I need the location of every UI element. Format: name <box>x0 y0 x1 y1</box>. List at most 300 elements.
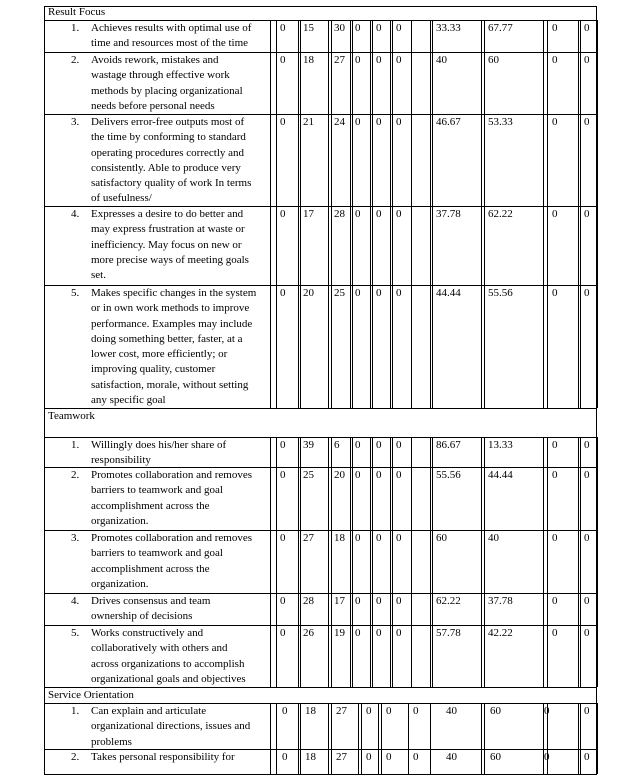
description-line: Can explain and articulate <box>91 705 207 717</box>
column-rule <box>392 437 393 467</box>
item-number: 1. <box>71 22 80 34</box>
value-cell: 13.33 <box>488 439 513 451</box>
column-rule <box>378 749 379 774</box>
value-cell: 0 <box>396 439 402 451</box>
value-cell: 0 <box>584 208 590 220</box>
description-line: more precise ways of meeting goals <box>91 253 249 266</box>
column-rule <box>430 749 431 774</box>
column-rule <box>392 285 393 408</box>
column-rule <box>547 114 548 206</box>
column-rule <box>411 530 412 593</box>
value-cell: 0 <box>355 627 361 639</box>
column-rule <box>580 285 581 408</box>
description-line: inefficiency. May focus on new or <box>91 238 242 251</box>
description-line: across organizations to accomplish <box>91 657 245 670</box>
description-line: Promotes collaboration and removes <box>91 469 252 481</box>
value-cell: 20 <box>334 469 345 481</box>
column-rule <box>350 625 351 687</box>
value-cell: 60 <box>436 532 447 544</box>
column-rule <box>430 206 431 285</box>
value-cell: 0 <box>544 705 550 717</box>
column-rule <box>432 20 433 52</box>
column-rule <box>350 52 351 114</box>
value-cell: 0 <box>544 751 550 763</box>
column-rule <box>411 437 412 467</box>
column-rule <box>543 206 544 285</box>
description-line: Drives consensus and team <box>91 595 211 607</box>
column-rule <box>481 437 482 467</box>
column-rule <box>481 206 482 285</box>
item-description <box>91 704 268 750</box>
column-rule <box>298 749 299 774</box>
column-rule <box>390 20 391 52</box>
column-rule <box>547 206 548 285</box>
column-rule <box>372 20 373 52</box>
column-rule <box>298 52 299 114</box>
item-number: 2. <box>71 469 80 481</box>
column-rule <box>578 625 579 687</box>
column-rule <box>580 749 581 774</box>
column-rule <box>276 114 277 206</box>
column-rule <box>270 114 271 206</box>
column-rule <box>543 530 544 593</box>
value-cell: 0 <box>552 627 558 639</box>
column-rule <box>392 52 393 114</box>
column-rule <box>276 285 277 408</box>
value-cell: 0 <box>396 22 402 34</box>
column-rule <box>352 437 353 467</box>
description-line: satisfaction, morale, without setting <box>91 378 249 391</box>
description-line: performance. Examples may include <box>91 317 253 330</box>
item-description <box>91 468 268 529</box>
description-line: organization. <box>91 577 149 590</box>
value-cell: 27 <box>336 705 347 717</box>
column-rule <box>370 593 371 625</box>
column-rule <box>484 437 485 467</box>
column-rule <box>580 114 581 206</box>
column-rule <box>580 20 581 52</box>
description-line: Willingly does his/her share of <box>91 439 227 451</box>
value-cell: 0 <box>552 54 558 66</box>
column-rule <box>392 206 393 285</box>
column-rule <box>392 625 393 687</box>
value-cell: 42.22 <box>488 627 513 639</box>
column-rule <box>432 437 433 467</box>
column-rule <box>300 20 301 52</box>
column-rule <box>276 749 277 774</box>
description-line: operating procedures correctly and <box>91 146 245 159</box>
column-rule <box>331 114 332 206</box>
value-cell: 0 <box>396 116 402 128</box>
column-rule <box>300 749 301 774</box>
column-rule <box>298 593 299 625</box>
column-rule <box>543 437 544 467</box>
column-rule <box>350 114 351 206</box>
value-cell: 0 <box>280 287 286 299</box>
value-cell: 60 <box>490 705 501 717</box>
column-rule <box>352 285 353 408</box>
value-cell: 24 <box>334 116 345 128</box>
value-cell: 0 <box>280 22 286 34</box>
column-rule <box>597 114 598 206</box>
column-rule <box>300 114 301 206</box>
table-rule <box>44 6 597 7</box>
column-rule <box>481 530 482 593</box>
value-cell: 18 <box>305 751 316 763</box>
column-rule <box>430 530 431 593</box>
value-cell: 67.77 <box>488 22 513 34</box>
value-cell: 17 <box>334 595 345 607</box>
column-rule <box>300 593 301 625</box>
value-cell: 0 <box>366 705 372 717</box>
description-line: any specific goal <box>91 394 166 407</box>
column-rule <box>352 206 353 285</box>
column-rule <box>300 52 301 114</box>
value-cell: 0 <box>584 54 590 66</box>
section-heading: Service Orientation <box>48 689 134 701</box>
column-rule <box>392 467 393 530</box>
value-cell: 0 <box>552 532 558 544</box>
column-rule <box>331 206 332 285</box>
column-rule <box>597 530 598 593</box>
value-cell: 60 <box>490 751 501 763</box>
description-line: barriers to teamwork and goal <box>91 484 223 497</box>
column-rule <box>484 530 485 593</box>
value-cell: 0 <box>552 595 558 607</box>
column-rule <box>547 593 548 625</box>
description-line: Delivers error-free outputs most of <box>91 116 245 128</box>
value-cell: 46.67 <box>436 116 461 128</box>
column-rule <box>300 285 301 408</box>
value-cell: 25 <box>334 287 345 299</box>
column-rule <box>484 206 485 285</box>
column-rule <box>372 467 373 530</box>
column-rule <box>372 593 373 625</box>
column-rule <box>328 703 329 749</box>
description-line: may express frustration at waste or <box>91 223 245 236</box>
column-rule <box>547 52 548 114</box>
description-line: satisfactory quality of work In terms <box>91 177 252 190</box>
column-rule <box>484 625 485 687</box>
column-rule <box>328 467 329 530</box>
column-rule <box>370 52 371 114</box>
value-cell: 33.33 <box>436 22 461 34</box>
description-line: needs before personal needs <box>91 99 215 112</box>
value-cell: 17 <box>303 208 314 220</box>
column-rule <box>370 114 371 206</box>
column-rule <box>352 530 353 593</box>
column-rule <box>430 114 431 206</box>
item-description <box>91 53 268 114</box>
column-rule <box>390 206 391 285</box>
column-rule <box>597 703 598 749</box>
value-cell: 0 <box>396 287 402 299</box>
value-cell: 0 <box>376 627 382 639</box>
column-rule <box>578 530 579 593</box>
column-rule <box>276 625 277 687</box>
item-number: 4. <box>71 595 80 607</box>
column-rule <box>430 467 431 530</box>
column-rule <box>276 530 277 593</box>
column-rule <box>352 52 353 114</box>
column-rule <box>350 206 351 285</box>
value-cell: 0 <box>552 22 558 34</box>
column-rule <box>543 20 544 52</box>
column-rule <box>298 20 299 52</box>
value-cell: 0 <box>280 116 286 128</box>
column-rule <box>270 285 271 408</box>
column-rule <box>481 20 482 52</box>
item-number: 1. <box>71 439 80 451</box>
column-rule <box>390 467 391 530</box>
description-line: methods by placing organizational <box>91 84 243 97</box>
column-rule <box>298 530 299 593</box>
value-cell: 0 <box>355 54 361 66</box>
value-cell: 27 <box>334 54 345 66</box>
column-rule <box>390 437 391 467</box>
description-line: Makes specific changes in the system <box>91 287 257 299</box>
description-line: barriers to teamwork and goal <box>91 547 223 560</box>
value-cell: 0 <box>355 439 361 451</box>
value-cell: 0 <box>584 627 590 639</box>
value-cell: 19 <box>334 627 345 639</box>
value-cell: 0 <box>366 751 372 763</box>
description-line: organization. <box>91 514 149 527</box>
value-cell: 0 <box>386 751 392 763</box>
column-rule <box>578 703 579 749</box>
column-rule <box>481 467 482 530</box>
section-heading: Teamwork <box>48 410 95 422</box>
value-cell: 0 <box>584 469 590 481</box>
description-line: responsibility <box>91 454 151 467</box>
column-rule <box>430 52 431 114</box>
column-rule <box>270 625 271 687</box>
value-cell: 0 <box>376 595 382 607</box>
value-cell: 18 <box>305 705 316 717</box>
value-cell: 0 <box>355 287 361 299</box>
value-cell: 44.44 <box>488 469 513 481</box>
value-cell: 0 <box>376 116 382 128</box>
column-rule <box>328 749 329 774</box>
item-description <box>91 750 268 765</box>
column-rule <box>298 703 299 749</box>
column-rule <box>300 206 301 285</box>
value-cell: 0 <box>413 751 419 763</box>
item-description <box>91 286 268 408</box>
item-number: 5. <box>71 287 80 299</box>
column-rule <box>481 285 482 408</box>
column-rule <box>432 593 433 625</box>
value-cell: 0 <box>584 705 590 717</box>
value-cell: 0 <box>552 116 558 128</box>
column-rule <box>270 20 271 52</box>
column-rule <box>298 467 299 530</box>
value-cell: 0 <box>355 532 361 544</box>
column-rule <box>390 530 391 593</box>
description-line: Achieves results with optimal use of <box>91 22 252 34</box>
column-rule <box>481 593 482 625</box>
value-cell: 0 <box>376 532 382 544</box>
value-cell: 0 <box>584 595 590 607</box>
value-cell: 60 <box>488 54 499 66</box>
column-rule <box>352 593 353 625</box>
column-rule <box>578 437 579 467</box>
value-cell: 27 <box>303 532 314 544</box>
value-cell: 0 <box>396 532 402 544</box>
value-cell: 0 <box>396 627 402 639</box>
value-cell: 0 <box>280 595 286 607</box>
value-cell: 25 <box>303 469 314 481</box>
column-rule <box>484 467 485 530</box>
column-rule <box>331 530 332 593</box>
column-rule <box>578 20 579 52</box>
description-line: Expresses a desire to do better and <box>91 208 244 220</box>
column-rule <box>350 20 351 52</box>
table-rule <box>44 687 597 688</box>
column-rule <box>331 285 332 408</box>
value-cell: 0 <box>280 469 286 481</box>
column-rule <box>270 593 271 625</box>
description-line: lower cost, more efficiently; or <box>91 348 228 361</box>
item-description <box>91 115 268 207</box>
column-rule <box>270 530 271 593</box>
column-rule <box>597 437 598 467</box>
description-line: organizational directions, issues and <box>91 720 251 733</box>
description-line: Promotes collaboration and removes <box>91 532 252 544</box>
item-number: 2. <box>71 54 80 66</box>
description-line: of usefulness/ <box>91 192 152 205</box>
value-cell: 28 <box>334 208 345 220</box>
value-cell: 0 <box>282 751 288 763</box>
column-rule <box>44 6 45 774</box>
column-rule <box>276 206 277 285</box>
column-rule <box>370 625 371 687</box>
item-number: 3. <box>71 532 80 544</box>
column-rule <box>580 530 581 593</box>
column-rule <box>390 52 391 114</box>
column-rule <box>372 206 373 285</box>
column-rule <box>432 625 433 687</box>
column-rule <box>580 593 581 625</box>
column-rule <box>597 593 598 625</box>
column-rule <box>392 530 393 593</box>
value-cell: 0 <box>584 22 590 34</box>
column-rule <box>350 530 351 593</box>
column-rule <box>430 703 431 749</box>
column-rule <box>390 285 391 408</box>
column-rule <box>543 625 544 687</box>
column-rule <box>300 467 301 530</box>
column-rule <box>481 703 482 749</box>
description-line: accomplishment across the <box>91 499 210 512</box>
column-rule <box>392 593 393 625</box>
column-rule <box>543 114 544 206</box>
table-rule <box>44 408 597 409</box>
column-rule <box>270 52 271 114</box>
value-cell: 0 <box>376 287 382 299</box>
value-cell: 18 <box>334 532 345 544</box>
column-rule <box>432 206 433 285</box>
item-description <box>91 438 268 469</box>
item-description <box>91 594 268 625</box>
column-rule <box>430 625 431 687</box>
column-rule <box>372 437 373 467</box>
column-rule <box>390 593 391 625</box>
column-rule <box>370 20 371 52</box>
column-rule <box>372 52 373 114</box>
column-rule <box>298 285 299 408</box>
value-cell: 37.78 <box>488 595 513 607</box>
description-line: organizational goals and objectives <box>91 672 246 685</box>
value-cell: 55.56 <box>488 287 513 299</box>
column-rule <box>597 285 598 408</box>
column-rule <box>372 530 373 593</box>
value-cell: 62.22 <box>488 208 513 220</box>
column-rule <box>352 20 353 52</box>
value-cell: 20 <box>303 287 314 299</box>
column-rule <box>298 114 299 206</box>
value-cell: 57.78 <box>436 627 461 639</box>
column-rule <box>390 114 391 206</box>
column-rule <box>350 285 351 408</box>
value-cell: 21 <box>303 116 314 128</box>
description-line: or in own work methods to improve <box>91 302 250 315</box>
value-cell: 0 <box>584 751 590 763</box>
column-rule <box>547 437 548 467</box>
column-rule <box>484 52 485 114</box>
column-rule <box>484 749 485 774</box>
column-rule <box>372 285 373 408</box>
column-rule <box>328 593 329 625</box>
column-rule <box>597 52 598 114</box>
value-cell: 0 <box>413 705 419 717</box>
value-cell: 40 <box>446 705 457 717</box>
column-rule <box>276 437 277 467</box>
value-cell: 86.67 <box>436 439 461 451</box>
column-rule <box>270 749 271 774</box>
description-line: problems <box>91 735 132 748</box>
value-cell: 27 <box>336 751 347 763</box>
value-cell: 40 <box>488 532 499 544</box>
column-rule <box>547 285 548 408</box>
column-rule <box>578 285 579 408</box>
column-rule <box>543 593 544 625</box>
column-rule <box>390 625 391 687</box>
description-line: improving quality, customer <box>91 363 216 376</box>
value-cell: 18 <box>303 54 314 66</box>
value-cell: 6 <box>334 439 340 451</box>
column-rule <box>276 52 277 114</box>
column-rule <box>408 703 409 749</box>
column-rule <box>350 593 351 625</box>
column-rule <box>328 114 329 206</box>
column-rule <box>547 530 548 593</box>
column-rule <box>378 703 379 749</box>
column-rule <box>432 530 433 593</box>
column-rule <box>411 625 412 687</box>
column-rule <box>361 703 362 749</box>
column-rule <box>298 625 299 687</box>
column-rule <box>381 749 382 774</box>
column-rule <box>578 114 579 206</box>
column-rule <box>350 437 351 467</box>
column-rule <box>328 52 329 114</box>
column-rule <box>543 285 544 408</box>
value-cell: 0 <box>386 705 392 717</box>
item-number: 2. <box>71 751 80 763</box>
value-cell: 53.33 <box>488 116 513 128</box>
column-rule <box>411 206 412 285</box>
